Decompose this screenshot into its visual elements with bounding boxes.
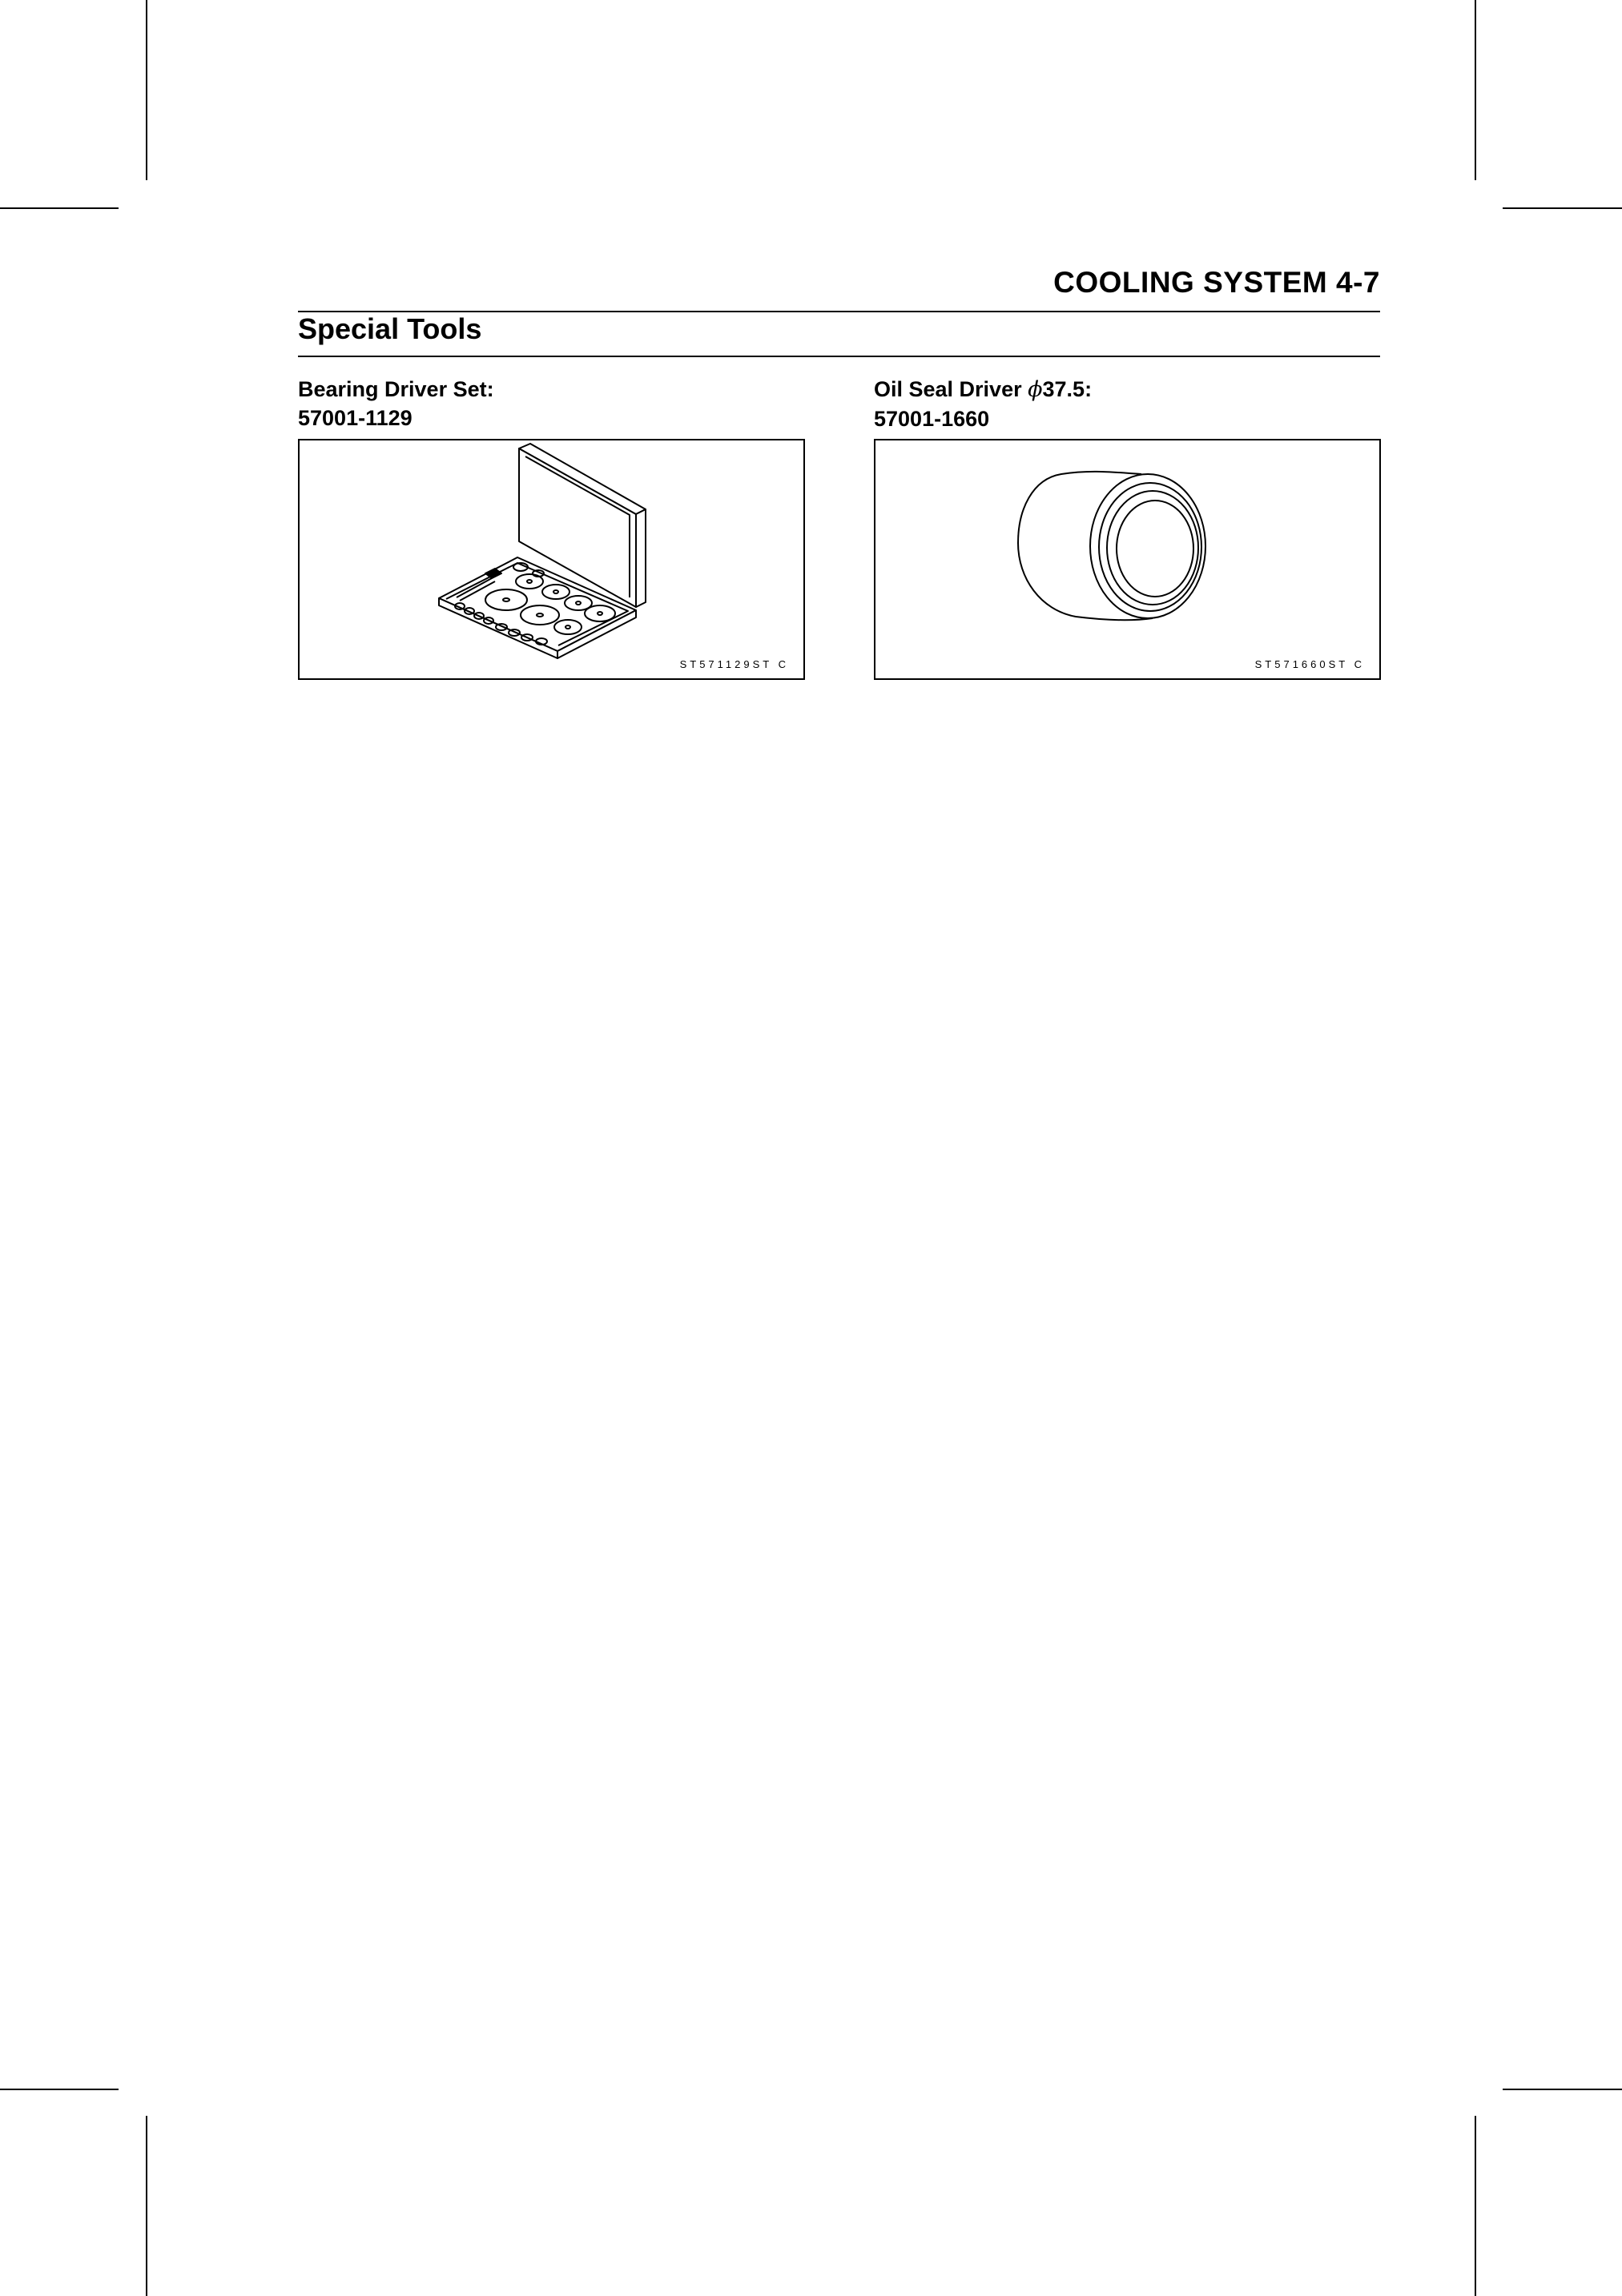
section-rule	[298, 356, 1380, 357]
diameter-symbol: ϕ	[1028, 377, 1043, 402]
oil-seal-driver-icon	[875, 440, 1379, 678]
crop-mark-bottom-right-horizontal	[1503, 2089, 1622, 2090]
crop-mark-bottom-right-vertical	[1475, 2116, 1476, 2296]
tool-oil-seal-driver	[874, 375, 1381, 670]
chapter-title: COOLING SYSTEM 4-7	[1053, 266, 1380, 299]
tool-figure	[298, 439, 805, 680]
tool-name: Bearing Driver Set:	[298, 377, 494, 401]
tool-part-number: 57001-1129	[298, 406, 413, 430]
figure-code: ST571660ST C	[1254, 658, 1365, 670]
figure-code: ST571129ST C	[679, 658, 789, 670]
tool-part-number: 57001-1660	[874, 407, 990, 431]
tool-bearing-driver-set	[298, 375, 805, 670]
tool-name: Oil Seal Driver ϕ37.5:	[874, 377, 1093, 402]
crop-mark-top-left-vertical	[146, 0, 147, 180]
crop-mark-bottom-left-vertical	[146, 2116, 147, 2296]
bearing-driver-set-icon	[300, 440, 803, 678]
section-title: Special Tools	[298, 312, 482, 345]
tool-figure	[874, 439, 1381, 680]
crop-mark-bottom-left-horizontal	[0, 2089, 119, 2090]
crop-mark-top-left-horizontal	[0, 207, 119, 209]
crop-mark-top-right-vertical	[1475, 0, 1476, 180]
crop-mark-top-right-horizontal	[1503, 207, 1622, 209]
